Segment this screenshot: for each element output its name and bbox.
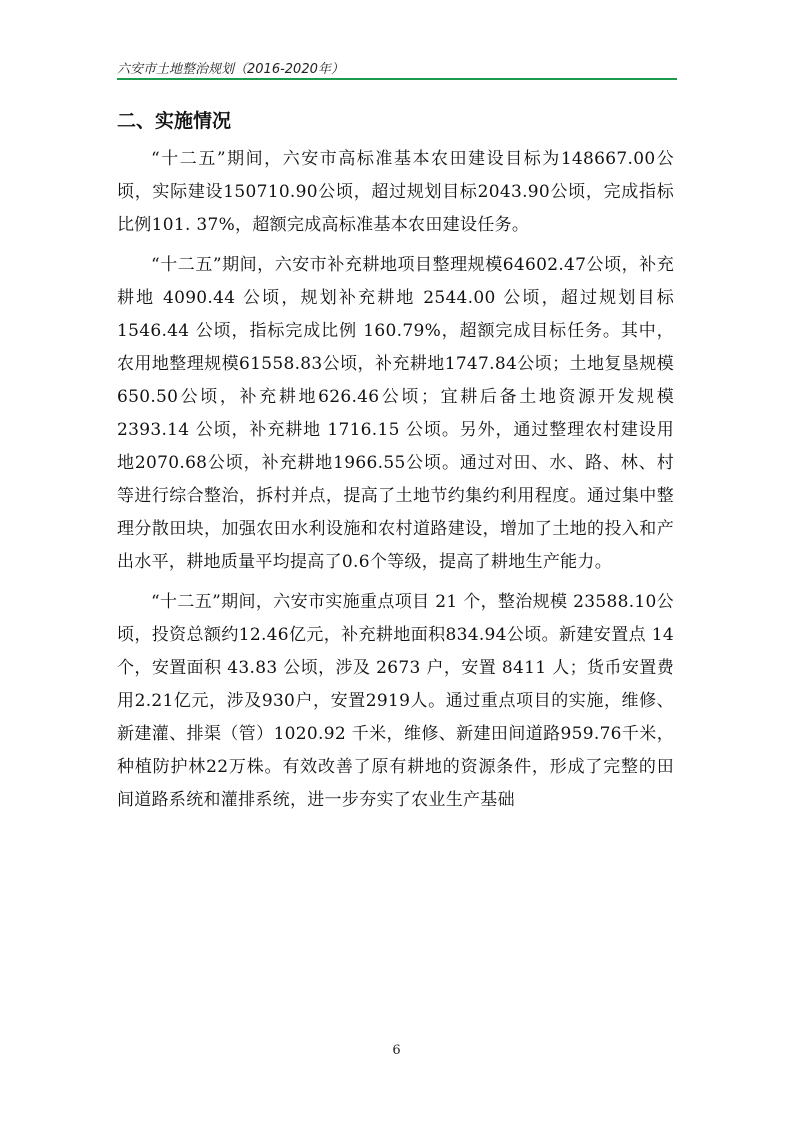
paragraph-1: “十二五”期间，六安市高标准基本农田建设目标为148667.00公顷，实际建设150710.90公顷，超过规划目标2043.90公顷，完成指标比例101. 37%，超额完成高标准基本农田建设任务。: [117, 149, 674, 235]
body-text: [117, 143, 674, 824]
header-title: 六安市土地整治规划（2016-2020年）: [117, 62, 344, 77]
page-header: [117, 50, 677, 80]
page-number: 6: [392, 1043, 401, 1058]
paragraph-3: “十二五”期间，六安市实施重点项目 21 个，整治规模 23588.10公顷，投资总额约12.46亿元，补充耕地面积834.94公顷。新建安置点 14 个，安置面积 43.83 公顷，涉及 2673 户，安置 8411 人；货币安置费用2.21亿元，涉及930户，安置2919人。通过重点项目的实施，维修、新建灌、排渠（管）1020.92 千米，维修、新建田间道路959.76千米，种植防护林22万株。有效改善了原有耕地的资源条件，形成了完整的田间道路系统和灌排系统，进一步夯实了农业生产基础: [117, 592, 674, 810]
paragraph-2: “十二五”期间，六安市补充耕地项目整理规模64602.47公顷，补充耕地 4090.44 公顷，规划补充耕地 2544.00 公顷，超过规划目标1546.44 公顷，指标完成比例 160.79%，超额完成目标任务。其中，农用地整理规模61558.83公顷，补充耕地1747.84公顷；土地复垦规模650.50公顷，补充耕地626.46公顷；宜耕后备土地资源开发规模2393.14 公顷，补充耕地 1716.15 公顷。另外，通过整理农村建设用地2070.68公顷，补充耕地1966.55公顷。通过对田、水、路、林、村等进行综合整治，拆村并点，提高了土地节约集约利用程度。通过集中整理分散田块，加强农田水利设施和农村道路建设，增加了土地的投入和产出水平，耕地质量平均提高了0.6个等级，提高了耕地生产能力。: [117, 255, 674, 572]
header-rule: [117, 78, 677, 80]
section-heading: 二、实施情况: [117, 110, 232, 132]
